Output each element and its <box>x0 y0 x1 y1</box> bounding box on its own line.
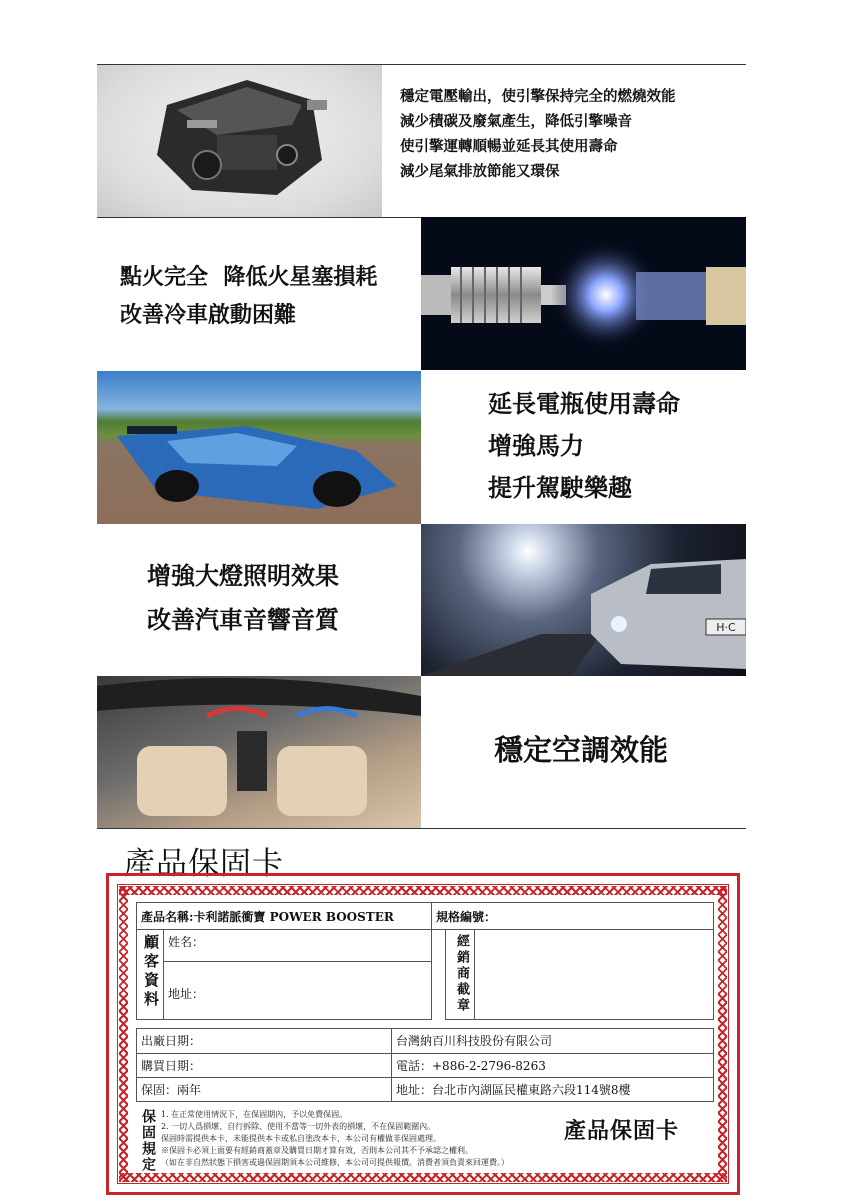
benefit-line: 使引擎運轉順暢並延長其使用壽命 <box>400 138 618 155</box>
border-pattern <box>119 1173 727 1182</box>
battery-benefits <box>488 389 680 515</box>
purchase-date-field[interactable] <box>136 1053 392 1078</box>
border-pattern <box>119 886 128 1182</box>
name-label: 姓名： <box>168 935 205 949</box>
warranty-heading: 產品保固卡 <box>124 846 284 882</box>
ship-date-field[interactable] <box>136 1028 392 1054</box>
rule-item: 2. 一切人爲損壞、自行拆除、使用不當等一切外表的損壞，不在保固範圍內。 <box>161 1122 436 1131</box>
ship-date-label: 出廠日期： <box>141 1034 202 1048</box>
rule-item: 保固時需提供本卡，未能提供本卡或私自塗改本卡，本公司有權做非保固處理。 <box>161 1134 441 1143</box>
company-phone: 電話：+886-2-2796-8263 <box>391 1053 714 1078</box>
company-address: 地址：台北市內湖區民權東路六段114號8樓 <box>391 1077 714 1102</box>
benefit-line: 點火完全 降低火星塞損耗 <box>120 264 378 290</box>
benefit-line: 改善汽車音響音質 <box>147 605 339 634</box>
rule-item: ※保固卡必須上面要有經銷商蓋章及購買日期才算有效，否則本公司其不予承認之權利。 <box>161 1146 473 1155</box>
warranty-rules-label: 保固規定 <box>140 1109 156 1173</box>
benefit-line: 增強大燈照明效果 <box>147 561 339 590</box>
customer-info-label: 顧客資料 <box>136 929 164 1020</box>
race-car-photo <box>97 371 421 524</box>
dealer-stamp-box[interactable] <box>474 929 714 1020</box>
lighting-benefits <box>147 561 339 649</box>
night-car-photo <box>421 524 746 676</box>
customer-name-field[interactable] <box>163 929 432 962</box>
divider <box>97 828 746 829</box>
benefit-line: 提升駕駛樂趣 <box>488 473 632 502</box>
benefit-line: 減少尾氣排放節能又環保 <box>400 163 560 180</box>
benefit-line: 增強馬力 <box>488 431 584 460</box>
spark-plug-photo <box>421 217 746 370</box>
engine-photo <box>97 65 382 217</box>
dealer-stamp-label: 經銷商截章 <box>445 929 475 1020</box>
engine-benefits <box>400 88 676 188</box>
rule-item: 1. 在正常使用情況下，在保固期內，予以免費保固。 <box>161 1110 348 1119</box>
car-interior-photo <box>97 676 421 828</box>
benefit-line: 延長電瓶使用壽命 <box>488 389 680 418</box>
border-pattern <box>119 886 727 895</box>
benefit-line: 減少積碳及廢氣產生，降低引擎噪音 <box>400 113 632 130</box>
license-plate-text: H·C <box>716 621 736 634</box>
border-pattern <box>718 886 727 1182</box>
warranty-period: 保固：兩年 <box>136 1077 392 1102</box>
warranty-stamp-title: 產品保固卡 <box>564 1118 680 1144</box>
benefit-line: 穩定電壓輸出，使引擎保持完全的燃燒效能 <box>400 88 676 105</box>
spec-number-field[interactable] <box>431 902 714 930</box>
rule-item: （如在非自然狀態下損害或過保固期須本公司維修，本公司可提供報價。消費者須負責來回運費。） <box>161 1158 509 1167</box>
purchase-date-label: 購買日期： <box>141 1059 202 1073</box>
product-name-field <box>136 902 432 930</box>
warranty-rules <box>161 1109 509 1169</box>
spec-number-label: 規格編號： <box>436 910 497 924</box>
warranty-card <box>106 873 740 1195</box>
aircon-benefit <box>494 732 668 768</box>
benefit-line: 改善冷車啟動困難 <box>120 302 297 328</box>
address-label: 地址： <box>168 987 205 1001</box>
ignition-benefits <box>120 264 377 340</box>
benefit-line: 穩定空調效能 <box>494 733 669 767</box>
company-name: 台灣納百川科技股份有限公司 <box>391 1028 714 1054</box>
product-name: 產品名稱:卡利諾脈衝寶 POWER BOOSTER <box>141 910 394 924</box>
customer-address-field[interactable] <box>163 961 432 1020</box>
